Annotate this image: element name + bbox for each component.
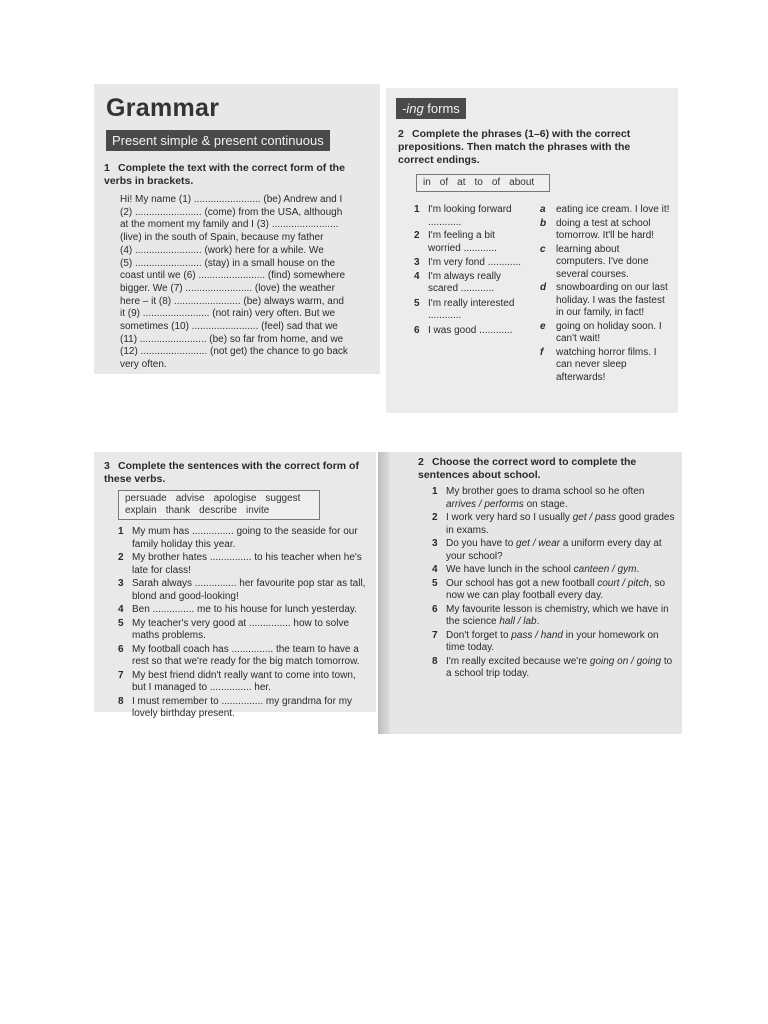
exercise-1-instruction [104,162,366,188]
instruction-text: Choose the correct word to complete the sentences about school. [418,456,637,481]
sentence-number: 2 [432,512,438,523]
word-box [416,174,550,192]
sentence-item [118,604,366,617]
sentence-item [432,630,676,655]
exercise-1-text [120,194,376,372]
sentence-item [432,578,676,603]
phrase-item [414,325,522,338]
sentence-number: 6 [432,603,438,615]
word-box-item: at [457,177,466,188]
sentence-before: Don't forget to [446,629,512,641]
ending-letter: b [540,217,547,229]
word-box-item: apologise [213,493,257,504]
sentence-number: 1 [432,486,438,497]
ending-item [540,321,670,346]
word-choice: pass / hand [511,629,563,641]
word-choice: arrives / performs [446,498,524,510]
sentence-before: Our school has got a new football [446,577,598,589]
sentence-before: My brother goes to drama school so he often [446,486,645,497]
sentence-after: good grades in exams. [446,512,675,536]
text-line: (11) ........................ (be) so far from home, and we [120,333,344,345]
text-line: sometimes (10) ........................ (feel) sad that we [120,321,338,333]
sentence-after: . [536,616,540,627]
ending-text: learning about computers. I've done several courses. [556,243,649,280]
ending-item [540,218,670,243]
sentence-text: Ben ............... me to his house for lunch yesterday. [132,604,357,615]
sentence-text: Sarah always ............... her favourite pop star as tall, blond and good-looking! [132,578,366,602]
text-line: very often. [120,359,167,371]
phrase-number: 4 [414,270,420,282]
text-line: (2) ........................ (come) from the USA, although [120,206,343,218]
word-box-item: suggest [265,493,301,504]
heading-prefix: -ing [402,101,424,116]
word-box-item: of [491,177,501,188]
sentence-text [446,538,662,562]
sentence-after: . [636,564,640,575]
word-box-item: about [509,177,535,188]
phrase-item [414,230,522,255]
sentence-item [432,512,676,537]
phrase-item [414,204,522,229]
word-box-item: to [474,177,483,188]
exercise-number: 2 [398,128,404,140]
book-spine-shadow [378,452,390,734]
sentence-number: 4 [432,564,438,575]
text-line: Hi! My name (1) ........................ (be) Andrew and I [120,194,343,205]
phrase-list [414,204,522,338]
word-choice: hall / lab [499,616,537,627]
ending-text: watching horror films. I can never sleep afterwards! [556,346,657,383]
sentence-number: 5 [118,617,124,629]
instruction-text: Complete the phrases (1–6) with the correct prepositions. Then match the phrases with the correct endings. [398,128,631,166]
text-line: coast until we (6) ........................ (find) somewhere [120,270,346,282]
word-choice: get / wear [516,538,560,549]
sentence-number: 8 [432,655,438,667]
page-title: Grammar [106,94,220,122]
sentence-text [446,630,659,654]
ending-text: doing a test at school tomorrow. It'll be hard! [556,217,655,241]
ending-text: going on holiday soon. I can't wait! [556,320,662,344]
sentence-before: Do you have to [446,538,517,549]
ending-letter: d [540,282,547,293]
ending-item [540,347,670,385]
exercise-2-instruction [418,456,668,482]
exercise-number: 1 [104,162,110,174]
sentence-after: in your homework on time today. [446,629,659,653]
sentence-number: 4 [118,604,124,615]
sentence-number: 2 [118,552,124,563]
text-line: bigger. We (7) ........................ (love) the weather [120,282,335,294]
sentence-text [446,604,669,628]
section-heading: Present simple & present continuous [106,130,330,151]
heading-suffix: forms [423,101,460,116]
word-choice: going on / going [589,655,662,667]
verbs-panel [94,452,376,719]
word-choice: get / pass [572,512,617,523]
phrase-item [414,257,522,270]
word-box-item: explain [125,505,157,516]
phrase-text: I'm very fond ............ [428,257,522,268]
exercise-number: 3 [104,460,110,472]
phrase-item [414,271,522,296]
sentence-before: I work very hard so I usually [446,512,573,523]
sentence-item [432,486,676,511]
sentence-after: to a school trip today. [446,655,673,679]
grammar-panel [94,84,380,374]
sentence-before: My favourite lesson is chemistry, which we have in the science [446,603,669,627]
section-heading [396,98,466,119]
word-box-item: persuade [125,493,167,504]
ending-item [540,244,670,282]
word-box-line [125,505,313,517]
instruction-text: Complete the sentences with the correct form of these verbs. [104,460,359,485]
phrase-text: I'm always really scared ............ [428,270,502,294]
sentence-number: 7 [118,669,124,681]
sentence-item [432,656,676,681]
sentence-number: 5 [432,577,438,589]
sentence-text: My best friend didn't really want to come into town, but I managed to ............... her. [132,669,356,693]
phrase-number: 3 [414,257,420,268]
text-line: (4) ........................ (work) here for a while. We [120,244,324,256]
sentence-text [446,578,665,602]
sentence-text [446,512,674,536]
ending-letter: c [540,243,546,255]
ending-list [540,204,670,385]
sentence-text [446,564,639,575]
ending-item [540,204,670,217]
ending-letter: f [540,346,544,358]
phrase-number: 5 [414,297,420,309]
word-box-item: in [423,177,431,188]
sentence-after: a uniform every day at your school? [446,538,662,562]
sentence-item [118,618,366,643]
ending-letter: a [540,204,546,215]
sentence-number: 7 [432,629,438,641]
sentence-item [118,696,366,721]
sentence-text: My mum has ............... going to the seaside for our family holiday this year. [132,526,358,550]
text-line: here – it (8) ........................ (be) always warm, and [120,295,344,307]
ing-forms-panel [386,88,678,413]
phrase-text: I'm feeling a bit worried ............ [428,230,497,254]
text-line: it (9) ........................ (not rain) very often. But we [120,308,336,320]
sentence-number: 3 [432,538,438,549]
word-box-item: thank [165,505,191,516]
sentence-item [118,526,366,551]
sentence-item [432,564,676,577]
sentence-text [446,656,672,680]
phrase-text: I was good ............ [428,324,513,336]
sentence-number: 3 [118,578,124,589]
text-line: (5) ........................ (stay) in a small house on the [120,257,336,269]
phrase-text: I'm really interested ............ [428,297,515,321]
ending-item [540,282,670,320]
word-choice: canteen / gym [573,564,637,575]
sentence-item [118,578,366,603]
ending-text: snowboarding on our last holiday. I was the fastest in our family, in fact! [556,282,668,318]
sentence-list [432,486,676,682]
school-panel [378,452,682,734]
text-line: at the moment my family and I (3) ........................ [120,219,339,231]
exercise-3-instruction [104,460,366,486]
exercise-number: 2 [418,456,424,468]
sentence-text: I must remember to ............... my grandma for my lovely birthday present. [132,695,353,719]
word-box [118,490,320,520]
sentence-number: 8 [118,695,124,707]
sentence-before: We have lunch in the school [446,564,574,575]
sentence-list [118,526,366,722]
sentence-item [432,604,676,629]
sentence-number: 6 [118,643,124,655]
phrase-number: 6 [414,324,420,336]
phrase-text: I'm looking forward ............ [428,204,512,228]
word-box-line [125,493,313,505]
sentence-before: I'm really excited because we're [446,655,590,667]
text-line: (live) in the south of Spain, because my father [120,232,324,244]
phrase-number: 2 [414,230,420,241]
phrase-number: 1 [414,204,420,215]
sentence-text [446,486,644,510]
word-box-item: invite [245,505,270,516]
word-box-item: describe [199,505,237,516]
text-line: (12) ........................ (not get) the chance to go back [120,346,348,358]
sentence-text: My brother hates ............... to his teacher when he's late for class! [132,552,362,576]
word-box-item: of [439,177,449,188]
phrase-item [414,298,522,323]
ending-text: eating ice cream. I love it! [556,204,670,215]
sentence-text: My teacher's very good at ............... how to solve maths problems. [132,617,350,641]
word-choice: court / pitch [597,577,649,589]
sentence-item [118,552,366,577]
instruction-text: Complete the text with the correct form of the verbs in brackets. [104,162,345,187]
sentence-item [118,670,366,695]
sentence-number: 1 [118,526,124,537]
sentence-text: My football coach has ............... the team to have a rest so that we're ready for the big match tomorrow. [132,643,360,667]
sentence-item [118,644,366,669]
ending-letter: e [540,320,546,332]
sentence-after: on stage. [523,498,568,510]
sentence-item [432,538,676,563]
word-box-item: advise [175,493,205,504]
exercise-2-instruction [398,128,668,167]
sentence-after: , so now we can play football every day. [446,577,666,601]
